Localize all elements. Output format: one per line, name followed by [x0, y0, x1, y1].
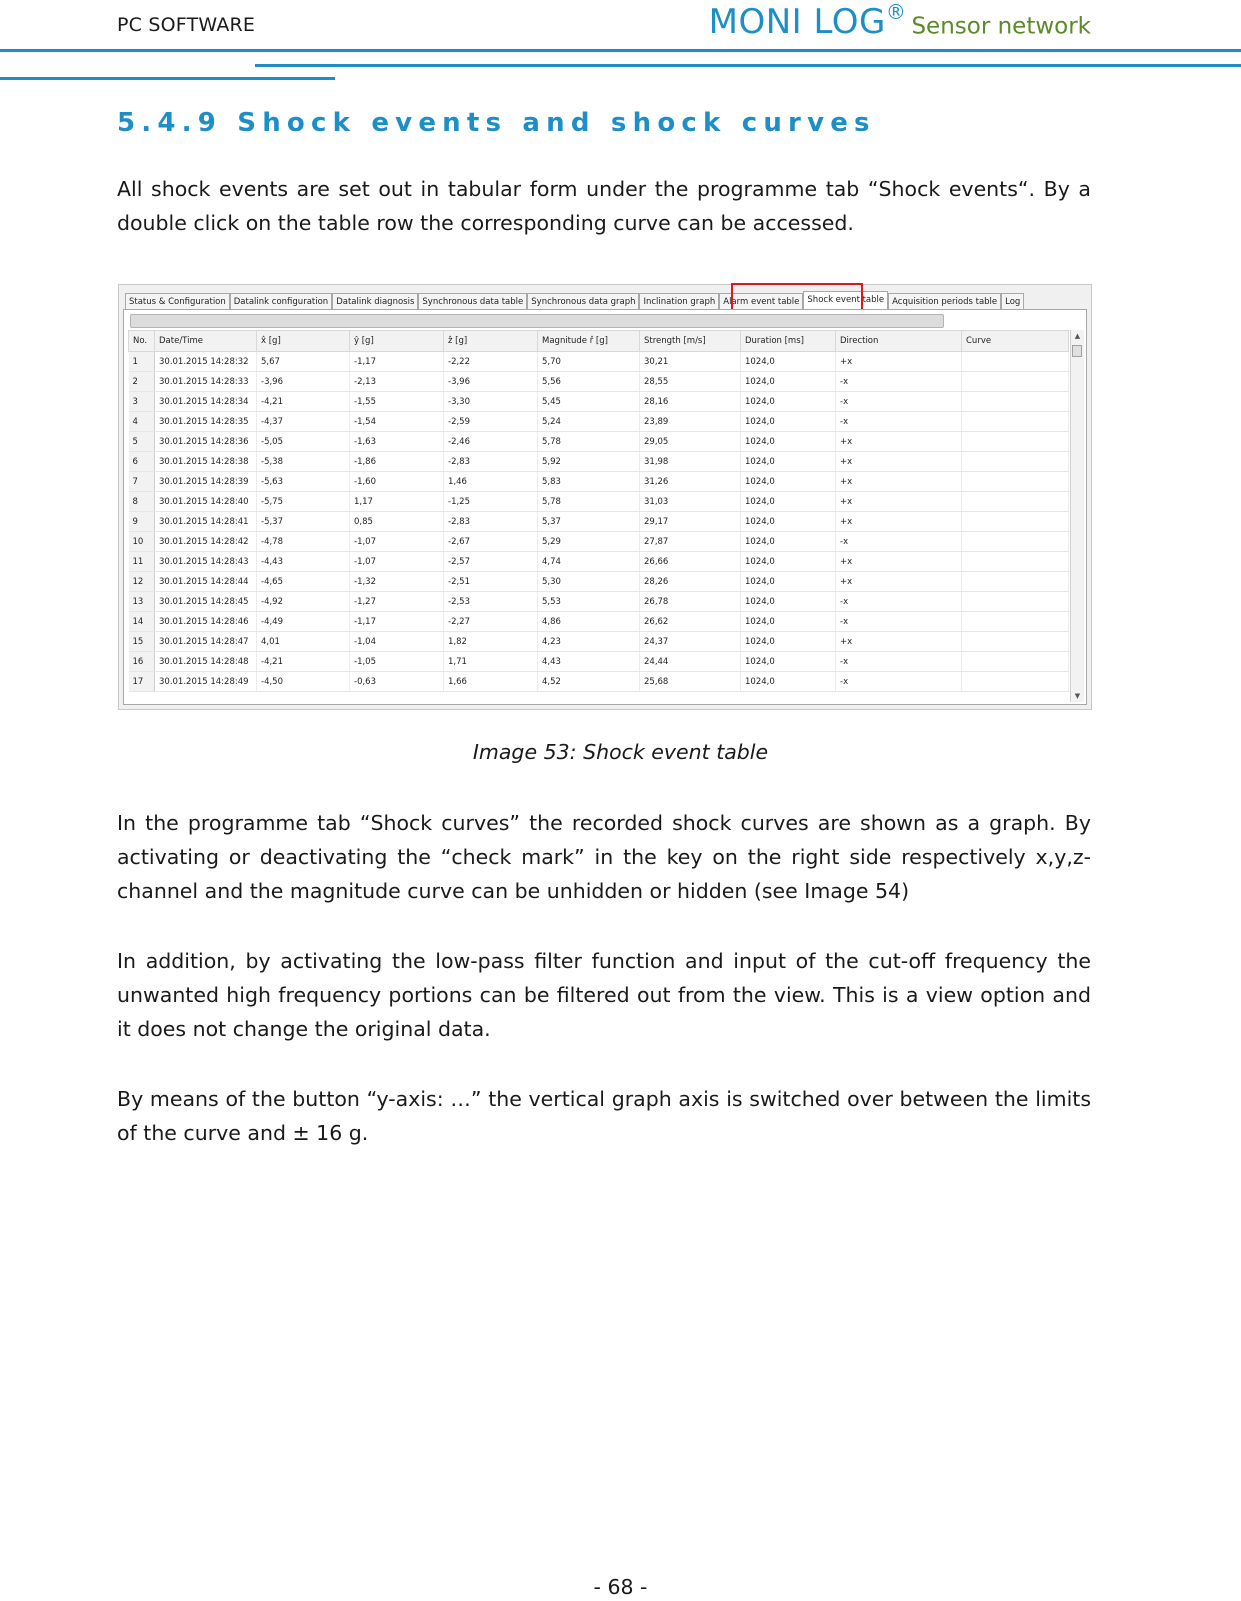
table-cell: 30.01.2015 14:28:44 [155, 572, 257, 592]
table-cell [962, 392, 1069, 412]
table-cell: 28,16 [640, 392, 741, 412]
table-cell: +x [836, 572, 962, 592]
paragraph-shock-curves: In the programme tab “Shock curves” the recorded shock curves are shown as a graph. By activating or deactivating the “check mark” in the key on the right side respectively x,y,z-channel and the magnitude curve can be unhidden or hidden (see Image 54) [117, 811, 1091, 903]
table-cell: -1,05 [350, 652, 444, 672]
table-cell: -4,78 [257, 532, 350, 552]
table-cell: 23,89 [640, 412, 741, 432]
tab-alarm-event-table[interactable]: Alarm event table [719, 293, 803, 310]
table-cell: -x [836, 392, 962, 412]
table-cell: 4,86 [538, 612, 640, 632]
table-cell [962, 352, 1069, 372]
table-cell: 31,03 [640, 492, 741, 512]
shock-event-grid [128, 330, 1069, 692]
table-cell: 1,46 [444, 472, 538, 492]
table-cell: 1024,0 [741, 652, 836, 672]
table-row[interactable] [129, 372, 1069, 392]
table-row[interactable] [129, 552, 1069, 572]
table-cell: 5,53 [538, 592, 640, 612]
table-cell: 1024,0 [741, 492, 836, 512]
table-cell: 5,83 [538, 472, 640, 492]
table-cell: -1,55 [350, 392, 444, 412]
table-cell: -4,21 [257, 392, 350, 412]
column-header[interactable]: Date/Time [155, 331, 257, 352]
table-cell: 1024,0 [741, 612, 836, 632]
table-cell: 7 [129, 472, 155, 492]
table-cell: 26,62 [640, 612, 741, 632]
table-cell: 15 [129, 632, 155, 652]
table-cell: +x [836, 352, 962, 372]
table-cell: 1024,0 [741, 512, 836, 532]
table-cell: 29,17 [640, 512, 741, 532]
table-cell: -1,17 [350, 612, 444, 632]
table-cell: 30.01.2015 14:28:41 [155, 512, 257, 532]
table-cell: -4,49 [257, 612, 350, 632]
table-cell [962, 632, 1069, 652]
screenshot-shock-event-table [118, 284, 1092, 710]
table-cell: +x [836, 472, 962, 492]
section-title: 5.4.9 Shock events and shock curves [117, 108, 876, 138]
table-cell: -2,46 [444, 432, 538, 452]
table-cell: 31,98 [640, 452, 741, 472]
table-header-row [129, 331, 1069, 352]
table-row[interactable] [129, 432, 1069, 452]
table-cell [962, 452, 1069, 472]
table-cell: 30.01.2015 14:28:47 [155, 632, 257, 652]
table-row[interactable] [129, 452, 1069, 472]
table-cell: 5 [129, 432, 155, 452]
table-cell: -1,54 [350, 412, 444, 432]
table-cell: 1,71 [444, 652, 538, 672]
table-cell: 5,92 [538, 452, 640, 472]
table-cell: 5,78 [538, 432, 640, 452]
table-cell: 31,26 [640, 472, 741, 492]
table-cell [962, 552, 1069, 572]
table-cell: 1024,0 [741, 412, 836, 432]
table-cell: 28,26 [640, 572, 741, 592]
table-cell: 1024,0 [741, 592, 836, 612]
table-cell [962, 672, 1069, 692]
table-cell: +x [836, 632, 962, 652]
table-cell: 26,66 [640, 552, 741, 572]
header-rule-short [0, 77, 335, 80]
table-cell: 1024,0 [741, 392, 836, 412]
table-cell: -x [836, 372, 962, 392]
table-cell: -2,59 [444, 412, 538, 432]
table-cell: 1024,0 [741, 372, 836, 392]
table-cell: 30.01.2015 14:28:32 [155, 352, 257, 372]
vertical-scrollbar[interactable] [1070, 330, 1084, 702]
table-cell: -3,30 [444, 392, 538, 412]
tab-datalink-diagnosis[interactable]: Datalink diagnosis [332, 293, 418, 310]
table-row[interactable] [129, 512, 1069, 532]
table-cell: -2,83 [444, 452, 538, 472]
column-header[interactable]: ŷ [g] [350, 331, 444, 352]
table-row[interactable] [129, 632, 1069, 652]
table-cell: -2,51 [444, 572, 538, 592]
table-cell: 30.01.2015 14:28:35 [155, 412, 257, 432]
table-cell: +x [836, 512, 962, 532]
table-row[interactable] [129, 352, 1069, 372]
table-cell: +x [836, 452, 962, 472]
brand-name: MONI LOG® [708, 0, 907, 43]
table-cell: 4,23 [538, 632, 640, 652]
table-cell [962, 572, 1069, 592]
header-brand [709, 2, 1091, 42]
table-panel [123, 309, 1087, 705]
table-cell: +x [836, 432, 962, 452]
table-cell: -1,07 [350, 552, 444, 572]
brand-subtitle: Sensor network [911, 13, 1091, 40]
table-cell [962, 592, 1069, 612]
header-rule-secondary [255, 64, 1241, 67]
table-cell: -2,83 [444, 512, 538, 532]
table-cell: 4,52 [538, 672, 640, 692]
table-cell: -4,92 [257, 592, 350, 612]
header-rule [0, 49, 1241, 52]
table-cell: -5,75 [257, 492, 350, 512]
table-cell: 1,17 [350, 492, 444, 512]
table-cell: 0,85 [350, 512, 444, 532]
table-cell: -x [836, 612, 962, 632]
table-cell: -x [836, 592, 962, 612]
tab-acquisition-periods-table[interactable]: Acquisition periods table [888, 293, 1001, 310]
table-cell: 24,44 [640, 652, 741, 672]
table-cell [962, 412, 1069, 432]
table-row[interactable] [129, 472, 1069, 492]
tab-shock-event-table[interactable]: Shock event table [803, 291, 888, 310]
table-cell: 26,78 [640, 592, 741, 612]
table-cell [962, 512, 1069, 532]
table-cell: 25,68 [640, 672, 741, 692]
tab-synchronous-data-table[interactable]: Synchronous data table [418, 293, 527, 310]
table-cell: 5,45 [538, 392, 640, 412]
table-cell: 29,05 [640, 432, 741, 452]
column-header[interactable]: x̂ [g] [257, 331, 350, 352]
horizontal-scrollbar[interactable] [130, 314, 944, 328]
tab-log[interactable]: Log [1001, 293, 1024, 310]
table-cell: 17 [129, 672, 155, 692]
paragraph-low-pass: In addition, by activating the low-pass filter function and input of the cut-off frequency the unwanted high frequency portions can be filtered out from the view. This is a view option and it does not change the original data. [117, 949, 1091, 1041]
table-cell: -5,05 [257, 432, 350, 452]
table-cell: -4,37 [257, 412, 350, 432]
table-cell: 1,66 [444, 672, 538, 692]
scroll-thumb[interactable] [1072, 345, 1082, 357]
table-row[interactable] [129, 652, 1069, 672]
column-header[interactable]: Direction [836, 331, 962, 352]
table-cell: -5,63 [257, 472, 350, 492]
table-cell: 5,70 [538, 352, 640, 372]
table-cell: 30.01.2015 14:28:42 [155, 532, 257, 552]
table-cell: 1024,0 [741, 432, 836, 452]
table-cell: 30.01.2015 14:28:45 [155, 592, 257, 612]
table-cell: 1024,0 [741, 632, 836, 652]
table-cell: 1024,0 [741, 532, 836, 552]
table-cell: 30,21 [640, 352, 741, 372]
table-cell: 24,37 [640, 632, 741, 652]
tab-strip [125, 291, 1024, 309]
table-cell: 9 [129, 512, 155, 532]
table-cell: -3,96 [257, 372, 350, 392]
table-row[interactable] [129, 532, 1069, 552]
table-cell [962, 372, 1069, 392]
column-header[interactable]: No. [129, 331, 155, 352]
table-cell: 5,56 [538, 372, 640, 392]
table-cell: -1,32 [350, 572, 444, 592]
table-cell: -3,96 [444, 372, 538, 392]
table-cell: 5,78 [538, 492, 640, 512]
paragraph-intro: All shock events are set out in tabular form under the programme tab “Shock events“. By a double click on the table row the corresponding curve can be accessed. [117, 177, 1091, 235]
table-cell: 4,43 [538, 652, 640, 672]
table-row[interactable] [129, 612, 1069, 632]
table-cell: 5,67 [257, 352, 350, 372]
table-cell: -x [836, 412, 962, 432]
table-cell [962, 432, 1069, 452]
table-cell: 30.01.2015 14:28:48 [155, 652, 257, 672]
table-cell: 13 [129, 592, 155, 612]
table-cell: -2,22 [444, 352, 538, 372]
table-cell: 2 [129, 372, 155, 392]
table-cell: 1,82 [444, 632, 538, 652]
table-cell: -0,63 [350, 672, 444, 692]
table-cell: 5,24 [538, 412, 640, 432]
table-cell: 5,37 [538, 512, 640, 532]
figure-caption: Image 53: Shock event table [472, 740, 769, 764]
table-cell: -1,04 [350, 632, 444, 652]
table-cell [962, 532, 1069, 552]
table-cell: 14 [129, 612, 155, 632]
table-cell [962, 612, 1069, 632]
table-cell: -4,65 [257, 572, 350, 592]
tab-inclination-graph[interactable]: Inclination graph [639, 293, 719, 310]
table-cell: 30.01.2015 14:28:36 [155, 432, 257, 452]
scroll-down-icon[interactable]: ▼ [1074, 692, 1081, 700]
table-cell: 3 [129, 392, 155, 412]
header-left-label: PC SOFTWARE [117, 14, 256, 36]
table-cell: -1,27 [350, 592, 444, 612]
table-row[interactable] [129, 392, 1069, 412]
table-cell: 1024,0 [741, 572, 836, 592]
table-cell: 30.01.2015 14:28:49 [155, 672, 257, 692]
table-row[interactable] [129, 592, 1069, 612]
table-cell: -x [836, 652, 962, 672]
column-header[interactable]: Duration [ms] [741, 331, 836, 352]
column-header[interactable]: Magnitude r̂ [g] [538, 331, 640, 352]
tab-datalink-configuration[interactable]: Datalink configuration [230, 293, 332, 310]
table-cell: 1024,0 [741, 452, 836, 472]
table-cell: -2,57 [444, 552, 538, 572]
table-row[interactable] [129, 492, 1069, 512]
table-cell: -1,07 [350, 532, 444, 552]
table-cell: -x [836, 672, 962, 692]
table-cell: 30.01.2015 14:28:33 [155, 372, 257, 392]
table-cell: 4 [129, 412, 155, 432]
table-cell: 4,74 [538, 552, 640, 572]
table-cell: -4,43 [257, 552, 350, 572]
table-cell: 4,01 [257, 632, 350, 652]
table-row[interactable] [129, 572, 1069, 592]
table-cell: 12 [129, 572, 155, 592]
table-cell [962, 472, 1069, 492]
table-cell: -x [836, 532, 962, 552]
table-cell: 30.01.2015 14:28:34 [155, 392, 257, 412]
table-cell: 1024,0 [741, 672, 836, 692]
table-row[interactable] [129, 412, 1069, 432]
table-cell: 16 [129, 652, 155, 672]
table-cell: -4,50 [257, 672, 350, 692]
table-cell: 30.01.2015 14:28:39 [155, 472, 257, 492]
table-row[interactable] [129, 672, 1069, 692]
table-cell: 10 [129, 532, 155, 552]
table-cell: -1,17 [350, 352, 444, 372]
table-cell: -4,21 [257, 652, 350, 672]
tab-synchronous-data-graph[interactable]: Synchronous data graph [527, 293, 639, 310]
table-cell: -1,25 [444, 492, 538, 512]
table-cell: 5,30 [538, 572, 640, 592]
highlight-box [731, 283, 863, 311]
tab-status-configuration[interactable]: Status & Configuration [125, 293, 230, 310]
table-cell: 1024,0 [741, 552, 836, 572]
table-cell: -1,63 [350, 432, 444, 452]
table-cell: -5,38 [257, 452, 350, 472]
scroll-up-icon[interactable]: ▲ [1074, 332, 1081, 340]
column-header[interactable]: ẑ [g] [444, 331, 538, 352]
table-cell: 30.01.2015 14:28:38 [155, 452, 257, 472]
table-cell: 1 [129, 352, 155, 372]
table-cell: 30.01.2015 14:28:40 [155, 492, 257, 512]
page-number: - 68 - [593, 1575, 648, 1599]
table-cell: 28,55 [640, 372, 741, 392]
table-cell: 1024,0 [741, 472, 836, 492]
table-cell: 5,29 [538, 532, 640, 552]
table-cell: 30.01.2015 14:28:43 [155, 552, 257, 572]
paragraph-y-axis: By means of the button “y-axis: …” the vertical graph axis is switched over between the limits of the curve and ± 16 g. [117, 1087, 1091, 1145]
table-cell [962, 492, 1069, 512]
table-cell: 27,87 [640, 532, 741, 552]
table-cell: +x [836, 492, 962, 512]
column-header[interactable]: Curve [962, 331, 1069, 352]
table-cell: -1,86 [350, 452, 444, 472]
column-header[interactable]: Strength [m/s] [640, 331, 741, 352]
table-cell: -1,60 [350, 472, 444, 492]
table-cell: -5,37 [257, 512, 350, 532]
table-cell: -2,27 [444, 612, 538, 632]
table-cell: -2,13 [350, 372, 444, 392]
table-cell [962, 652, 1069, 672]
table-cell: 11 [129, 552, 155, 572]
table-cell: -2,67 [444, 532, 538, 552]
table-cell: 1024,0 [741, 352, 836, 372]
table-cell: 8 [129, 492, 155, 512]
table-cell: -2,53 [444, 592, 538, 612]
table-cell: +x [836, 552, 962, 572]
table-cell: 6 [129, 452, 155, 472]
table-cell: 30.01.2015 14:28:46 [155, 612, 257, 632]
